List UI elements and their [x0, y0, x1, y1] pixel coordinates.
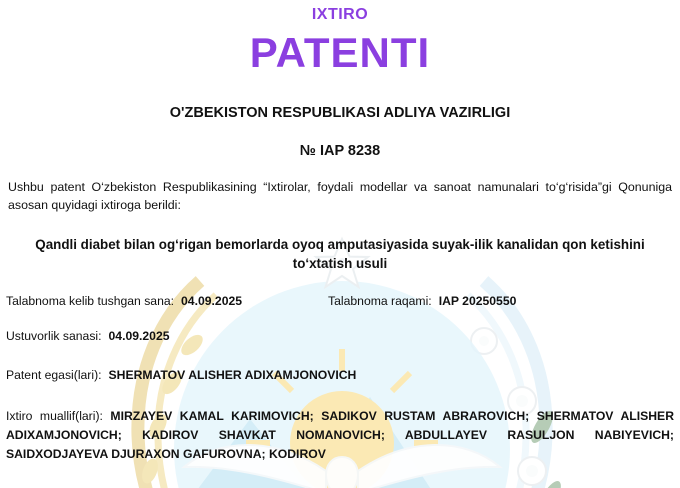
- patent-owner-row: [6, 368, 674, 382]
- application-number-value: IAP 20250550: [438, 294, 517, 309]
- patent-owner-value: SHERMATOV ALISHER ADIXAMJONOVICH: [108, 368, 357, 383]
- application-number-label: Talabnoma raqami:: [328, 294, 432, 309]
- priority-date-label: Ustuvorlik sanasi:: [6, 329, 102, 344]
- inventors-line: [6, 407, 674, 464]
- ministry-name: O'ZBEKISTON RESPUBLIKASI ADLIYA VAZIRLIGI: [169, 105, 511, 121]
- document-kicker: IXTIRO: [311, 6, 369, 23]
- inventors-value: MIRZAYEV KAMAL KARIMOVICH; SADIKOV RUSTAM ABRAROVICH; SHERMATOV ALISHER ADIXAMJONOVICH; KADIROV SHAVKAT NOMANOVICH; ABDULLAYEV RASULJON NABIYEVICH; SAIDXODJAYEVA DJURAXON GAFUROVNA; KODIROV: [6, 409, 674, 461]
- document-title: PATENTI: [249, 29, 431, 76]
- application-date-label: Talabnoma kelib tushgan sana:: [6, 294, 175, 309]
- application-info-row: [6, 294, 674, 308]
- priority-date-value: 04.09.2025: [108, 329, 170, 344]
- legal-statement: Ushbu patent O‘zbekiston Respublikasining “Ixtirolar, foydali modellar va sanoat namunalari to‘g‘risida”gi Qonuniga asosan quyidagi ixtiroga berildi:: [8, 180, 672, 212]
- inventors-row: [6, 407, 674, 464]
- patent-document: [0, 6, 680, 488]
- invention-title: Qandli diabet bilan og‘rigan bemorlarda oyoq amputasiyasida suyak-ilik kanalidan qon ketishini to‘xtatish usuli: [35, 236, 645, 271]
- patent-owner-label: Patent egasi(lari):: [6, 368, 102, 383]
- priority-date-row: [6, 329, 674, 343]
- application-date-value: 04.09.2025: [181, 294, 243, 309]
- inventors-label: Ixtiro muallif(lari):: [6, 409, 103, 424]
- patent-number: № IAP 8238: [299, 143, 381, 159]
